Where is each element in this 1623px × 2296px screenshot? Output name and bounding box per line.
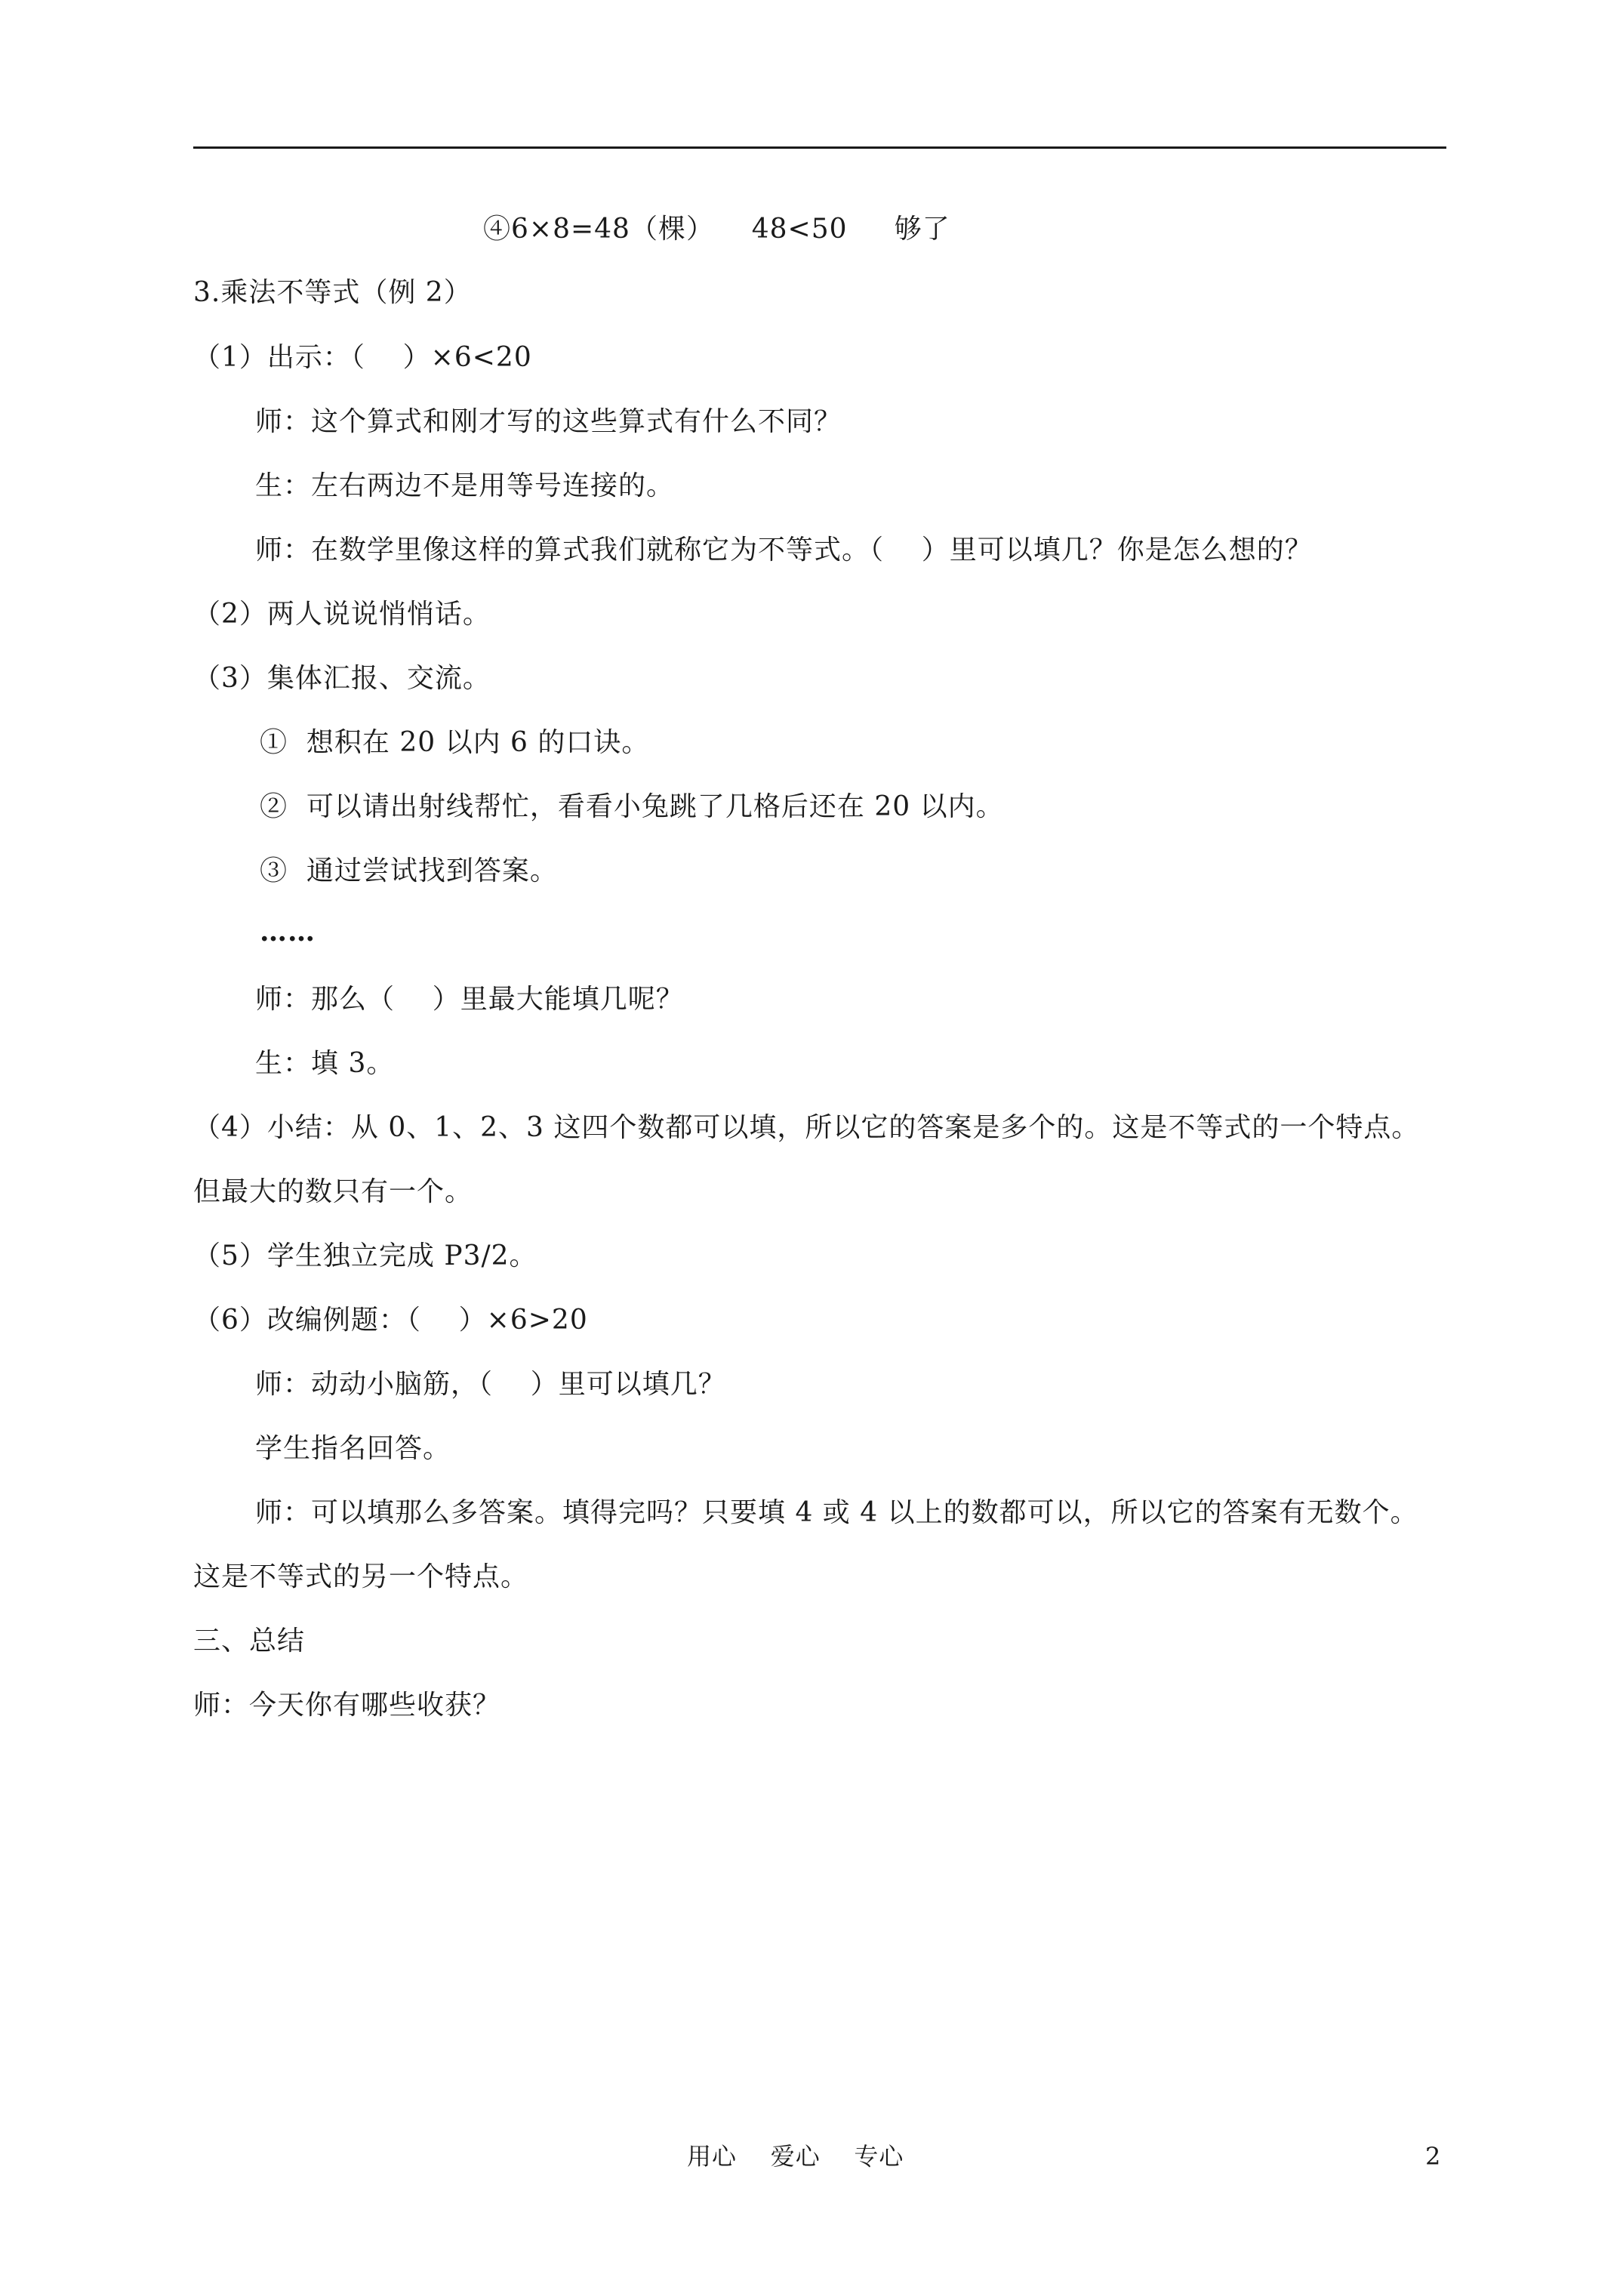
page-number: 2 <box>1425 2142 1441 2171</box>
header-rule <box>193 146 1446 149</box>
list-item: ③ 通过尝试找到答案。 <box>260 855 558 886</box>
text-line: 师：今天你有哪些收获？ <box>193 1690 501 1721</box>
text-line: 学生指名回答。 <box>255 1433 451 1464</box>
text-line: 生：左右两边不是用等号连接的。 <box>255 470 675 501</box>
ellipsis: …… <box>260 916 316 948</box>
text-line: ④6×8=48（棵） 48<50 够了 <box>483 214 950 245</box>
text-line: （1）出示：（ ）×6<20 <box>193 342 532 373</box>
text-line: 师：可以填那么多答案。填得完吗？只要填 4 或 4 以上的数都可以，所以它的答案有无数个。 <box>255 1497 1418 1528</box>
section-heading: 三、总结 <box>193 1626 306 1657</box>
text-line: （4）小结：从 0、1、2、3 这四个数都可以填，所以它的答案是多个的。这是不等式的一个特点。 <box>193 1112 1420 1143</box>
section-heading: 3.乘法不等式（例 2） <box>193 277 472 308</box>
text-line: 但最大的数只有一个。 <box>193 1176 473 1207</box>
footer-text: 用心 爱心 专心 <box>687 2142 904 2171</box>
text-line: （6）改编例题：（ ）×6>20 <box>193 1305 588 1336</box>
text-line: 师：这个算式和刚才写的这些算式有什么不同？ <box>255 406 842 437</box>
list-item: ② 可以请出射线帮忙，看看小兔跳了几格后还在 20 以内。 <box>260 791 1004 822</box>
text-line: 生：填 3。 <box>255 1048 395 1079</box>
list-item: ① 想积在 20 以内 6 的口诀。 <box>260 727 650 758</box>
text-line: （3）集体汇报、交流。 <box>193 663 491 694</box>
text-line: （2）两人说说悄悄话。 <box>193 599 491 630</box>
text-line: 这是不等式的另一个特点。 <box>193 1561 529 1592</box>
text-line: 师：在数学里像这样的算式我们就称它为不等式。（ ）里可以填几？你是怎么想的？ <box>255 535 1313 566</box>
text-line: （5）学生独立完成 P3/2。 <box>193 1240 537 1271</box>
text-line: 师：那么（ ）里最大能填几呢？ <box>255 984 684 1015</box>
text-line: 师：动动小脑筋，（ ）里可以填几？ <box>255 1369 726 1400</box>
